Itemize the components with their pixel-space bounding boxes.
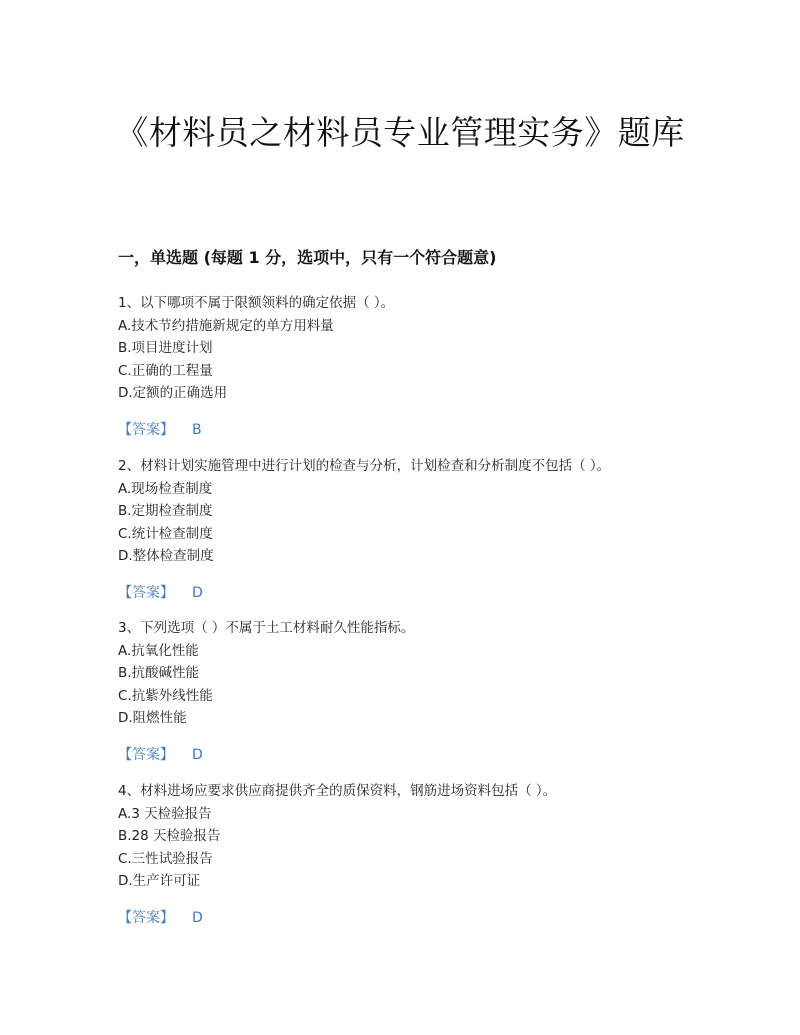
question-3 xyxy=(118,617,718,766)
answer-value: D xyxy=(192,909,203,926)
answer-label: 【答案】 xyxy=(118,421,174,438)
question-stem: 1、以下哪项不属于限额领料的确定依据（ ）。 xyxy=(118,295,395,311)
section-heading: 一，单选题 (每题 1 分，选项中，只有一个符合题意) xyxy=(118,248,497,267)
option-d: D.整体检查制度 xyxy=(118,548,214,564)
question-stem: 2、材料计划实施管理中进行计划的检查与分析，计划检查和分析制度不包括（ ）。 xyxy=(118,458,611,474)
question-stem: 4、材料进场应要求供应商提供齐全的质保资料，钢筋进场资料包括（ ）。 xyxy=(118,783,557,799)
question-1 xyxy=(118,292,718,441)
option-c: C.统计检查制度 xyxy=(118,525,213,542)
option-b: B.抗酸碱性能 xyxy=(118,665,200,681)
option-b: B.定期检查制度 xyxy=(118,503,213,519)
answer-value: D xyxy=(192,584,203,601)
answer-row xyxy=(118,907,718,929)
option-c: C.正确的工程量 xyxy=(118,362,213,379)
option-c: C.三性试验报告 xyxy=(118,850,213,867)
answer-row xyxy=(118,582,718,604)
answer-value: D xyxy=(192,746,203,763)
option-a: A.现场检查制度 xyxy=(118,480,213,497)
option-d: D.定额的正确选用 xyxy=(118,385,228,401)
option-a: A.3 天检验报告 xyxy=(118,805,212,822)
question-2 xyxy=(118,455,718,604)
option-b: B.28 天检验报告 xyxy=(118,828,221,844)
question-stem: 3、下列选项（ ）不属于土工材料耐久性能指标。 xyxy=(118,620,415,636)
question-4 xyxy=(118,780,718,929)
option-a: A.技术节约措施新规定的单方用料量 xyxy=(118,317,334,334)
answer-row xyxy=(118,744,718,766)
option-b: B.项目进度计划 xyxy=(118,340,213,356)
option-c: C.抗紫外线性能 xyxy=(118,687,213,704)
answer-row xyxy=(118,419,718,441)
answer-label: 【答案】 xyxy=(118,746,174,763)
answer-label: 【答案】 xyxy=(118,909,174,926)
answer-label: 【答案】 xyxy=(118,584,174,601)
option-d: D.阻燃性能 xyxy=(118,710,187,726)
document-title: 《材料员之材料员专业管理实务》题库 xyxy=(115,113,685,152)
answer-value: B xyxy=(192,421,202,438)
option-d: D.生产许可证 xyxy=(118,873,201,889)
option-a: A.抗氧化性能 xyxy=(118,642,199,659)
